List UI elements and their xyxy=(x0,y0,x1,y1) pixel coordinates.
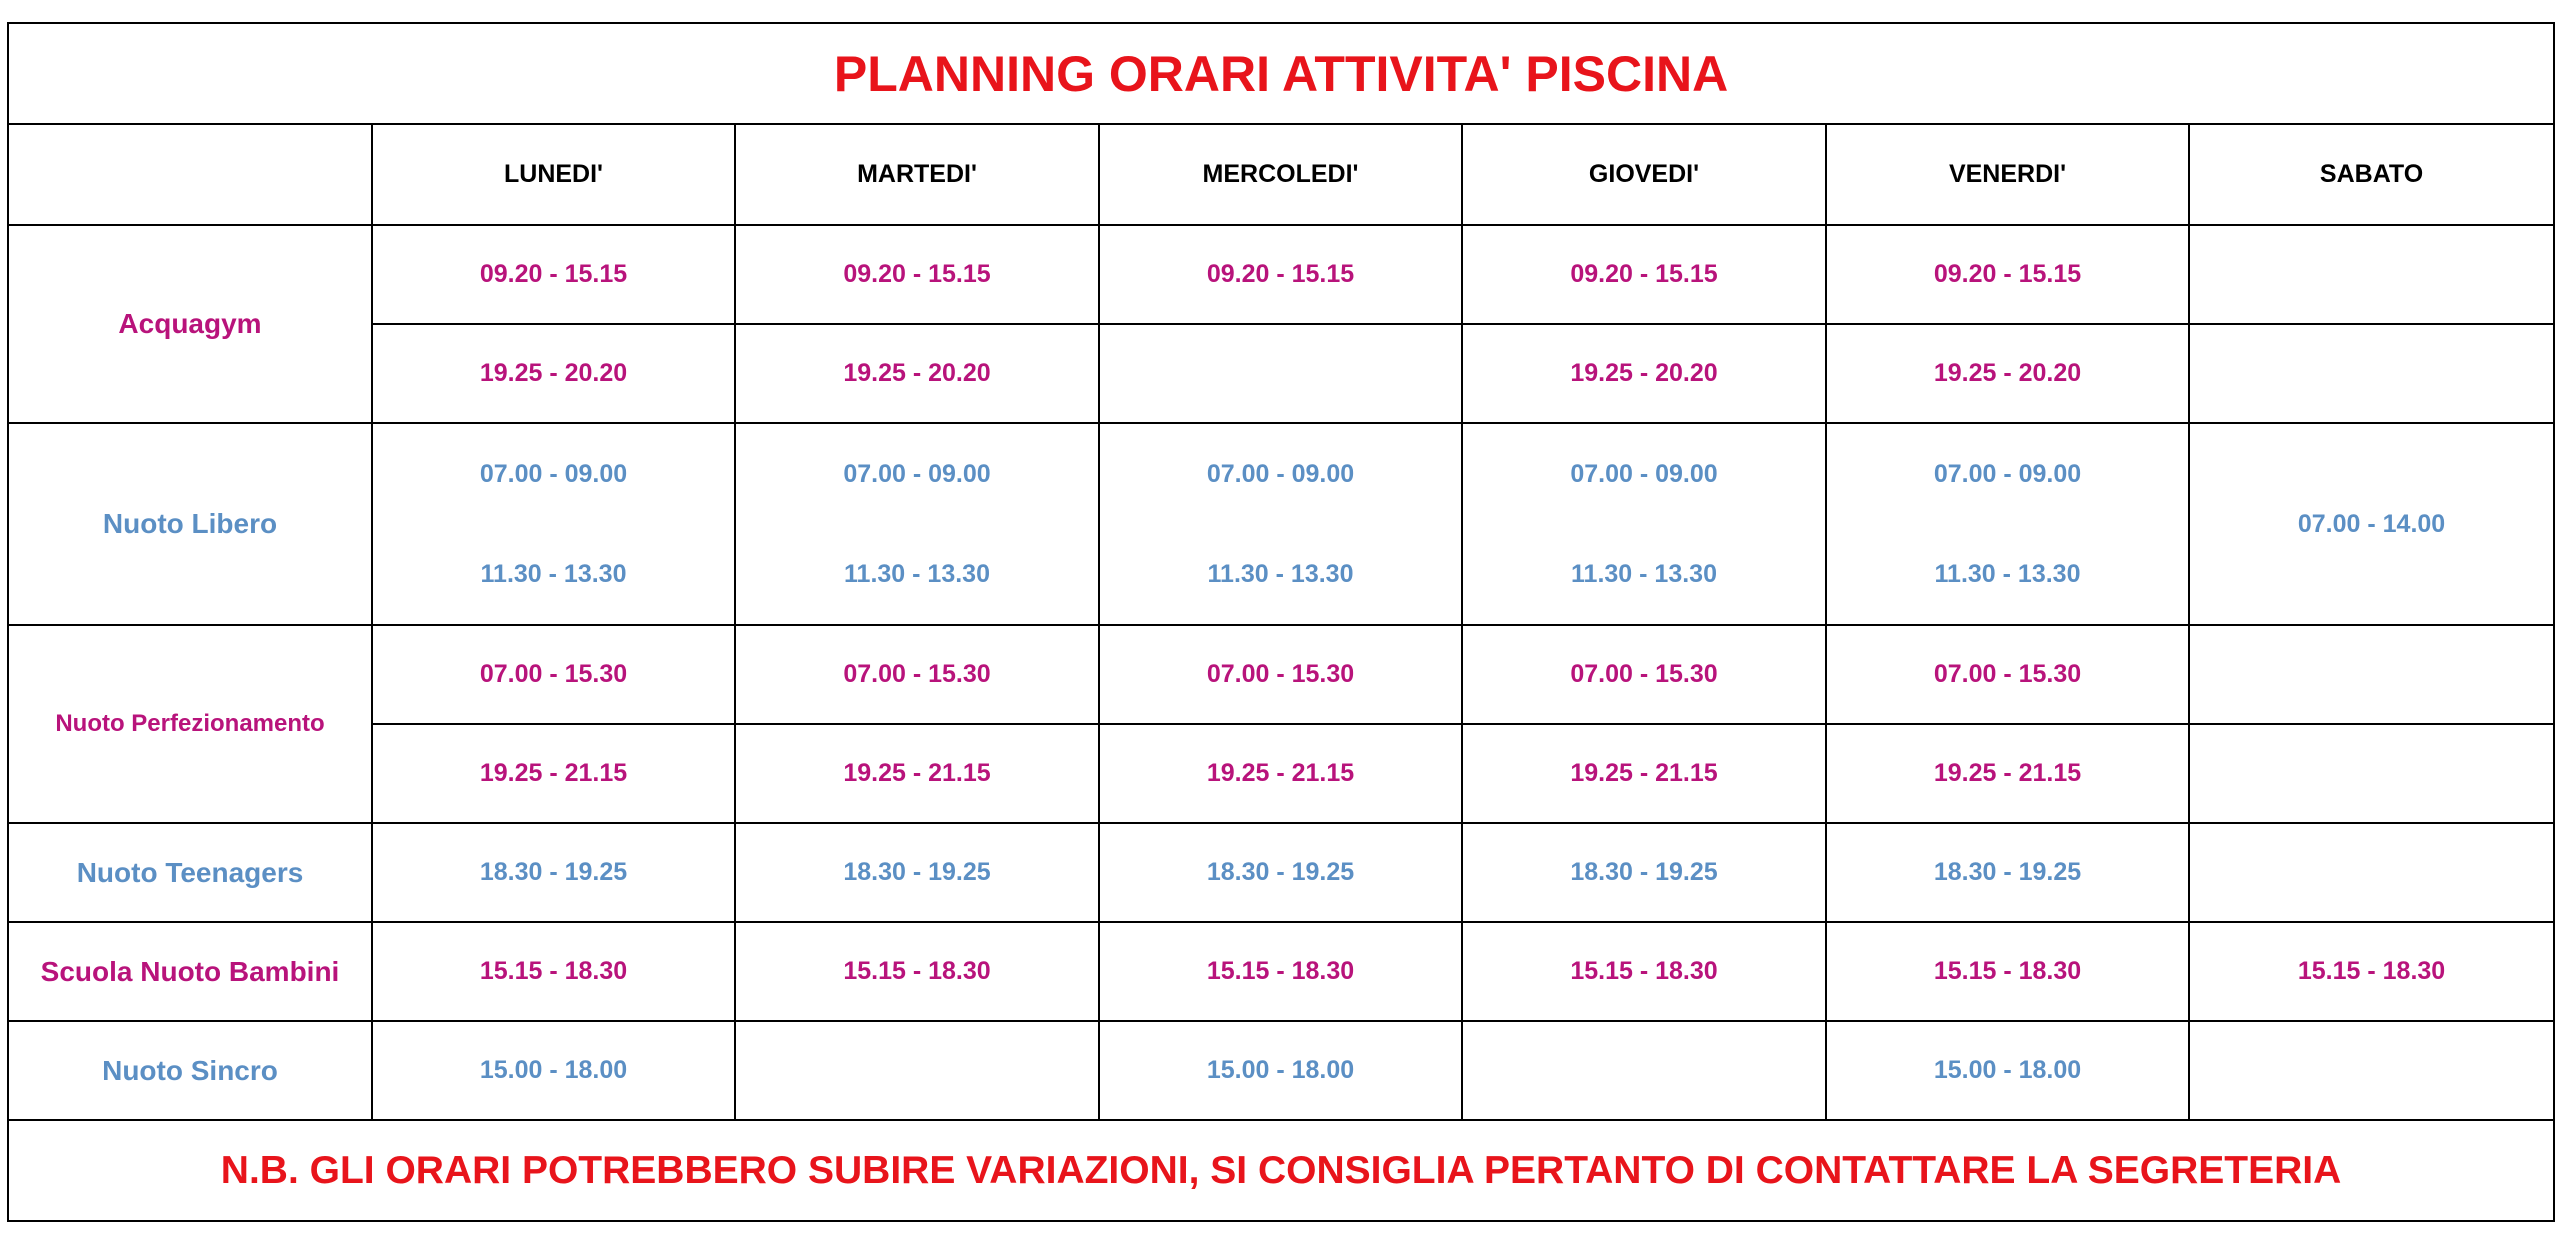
time-cell: 18.30 - 19.25 xyxy=(372,823,735,922)
time-cell xyxy=(1462,1021,1826,1120)
activity-name: Acquagym xyxy=(8,225,372,423)
time-cell xyxy=(735,1021,1099,1120)
table-row xyxy=(8,724,2554,823)
time-cell xyxy=(2189,823,2554,922)
time-cell xyxy=(1826,423,2189,625)
day-header: LUNEDI' xyxy=(372,124,735,225)
time-cell xyxy=(2189,625,2554,724)
time-cell: 18.30 - 19.25 xyxy=(1462,823,1826,922)
time-cell xyxy=(2189,1021,2554,1120)
time-cell: 19.25 - 20.20 xyxy=(1826,324,2189,423)
time-slot: 11.30 - 13.30 xyxy=(1571,559,1717,588)
time-cell: 19.25 - 20.20 xyxy=(735,324,1099,423)
footer-note: N.B. GLI ORARI POTREBBERO SUBIRE VARIAZIONI, SI CONSIGLIA PERTANTO DI CONTATTARE LA SEGRETERIA xyxy=(8,1120,2554,1221)
time-slot: 11.30 - 13.30 xyxy=(1934,559,2081,588)
time-cell: 19.25 - 21.15 xyxy=(1099,724,1462,823)
time-cell: 19.25 - 21.15 xyxy=(735,724,1099,823)
table-row xyxy=(8,823,2554,922)
time-cell: 07.00 - 15.30 xyxy=(1826,625,2189,724)
time-cell: 19.25 - 21.15 xyxy=(1462,724,1826,823)
day-header: MERCOLEDI' xyxy=(1099,124,1462,225)
time-cell: 15.15 - 18.30 xyxy=(372,922,735,1021)
table-row xyxy=(8,324,2554,423)
time-cell xyxy=(1462,423,1826,625)
time-cell: 07.00 - 15.30 xyxy=(1099,625,1462,724)
time-cell: 07.00 - 14.00 xyxy=(2189,423,2554,625)
activity-name: Nuoto Teenagers xyxy=(8,823,372,922)
time-cell: 09.20 - 15.15 xyxy=(372,225,735,324)
day-header: SABATO xyxy=(2189,124,2554,225)
time-cell: 18.30 - 19.25 xyxy=(735,823,1099,922)
time-cell: 18.30 - 19.25 xyxy=(1826,823,2189,922)
time-cell: 15.15 - 18.30 xyxy=(2189,922,2554,1021)
time-slot: 07.00 - 09.00 xyxy=(1206,459,1355,488)
time-slot: 07.00 - 09.00 xyxy=(843,459,991,488)
time-cell: 19.25 - 20.20 xyxy=(1462,324,1826,423)
time-cell: 15.15 - 18.30 xyxy=(1099,922,1462,1021)
corner-cell xyxy=(8,124,372,225)
time-cell xyxy=(2189,324,2554,423)
time-cell: 07.00 - 15.30 xyxy=(735,625,1099,724)
time-cell: 07.00 - 15.30 xyxy=(1462,625,1826,724)
activity-name: Nuoto Perfezionamento xyxy=(8,625,372,823)
table-row xyxy=(8,625,2554,724)
table-row xyxy=(8,225,2554,324)
time-cell: 15.00 - 18.00 xyxy=(1826,1021,2189,1120)
time-slot: 11.30 - 13.30 xyxy=(844,559,990,588)
activity-name: Nuoto Sincro xyxy=(8,1021,372,1120)
time-slot: 11.30 - 13.30 xyxy=(1207,559,1354,588)
time-slot: 07.00 - 09.00 xyxy=(1570,459,1718,488)
day-header: GIOVEDI' xyxy=(1462,124,1826,225)
table-row xyxy=(8,423,2554,625)
time-cell: 15.15 - 18.30 xyxy=(1826,922,2189,1021)
time-cell xyxy=(1099,423,1462,625)
table-row xyxy=(8,1021,2554,1120)
time-cell xyxy=(372,423,735,625)
time-cell: 15.15 - 18.30 xyxy=(1462,922,1826,1021)
day-header: VENERDI' xyxy=(1826,124,2189,225)
time-cell: 09.20 - 15.15 xyxy=(1462,225,1826,324)
time-cell: 15.00 - 18.00 xyxy=(372,1021,735,1120)
time-cell: 18.30 - 19.25 xyxy=(1099,823,1462,922)
table-row xyxy=(8,922,2554,1021)
activity-name: Nuoto Libero xyxy=(8,423,372,625)
time-cell xyxy=(2189,225,2554,324)
days-header-row xyxy=(8,124,2554,225)
page-title: PLANNING ORARI ATTIVITA' PISCINA xyxy=(8,23,2554,124)
time-cell: 09.20 - 15.15 xyxy=(1099,225,1462,324)
time-cell: 09.20 - 15.15 xyxy=(1826,225,2189,324)
time-slot: 11.30 - 13.30 xyxy=(480,559,627,588)
time-cell: 19.25 - 20.20 xyxy=(372,324,735,423)
time-slot: 07.00 - 09.00 xyxy=(1933,459,2082,488)
time-slot: 07.00 - 09.00 xyxy=(479,459,628,488)
time-cell: 19.25 - 21.15 xyxy=(372,724,735,823)
time-cell: 09.20 - 15.15 xyxy=(735,225,1099,324)
day-header: MARTEDI' xyxy=(735,124,1099,225)
time-cell: 19.25 - 21.15 xyxy=(1826,724,2189,823)
time-cell xyxy=(2189,724,2554,823)
time-cell: 15.00 - 18.00 xyxy=(1099,1021,1462,1120)
schedule-table xyxy=(7,22,2555,1222)
time-cell xyxy=(1099,324,1462,423)
time-cell: 15.15 - 18.30 xyxy=(735,922,1099,1021)
time-cell xyxy=(735,423,1099,625)
time-cell: 07.00 - 15.30 xyxy=(372,625,735,724)
activity-name: Scuola Nuoto Bambini xyxy=(8,922,372,1021)
